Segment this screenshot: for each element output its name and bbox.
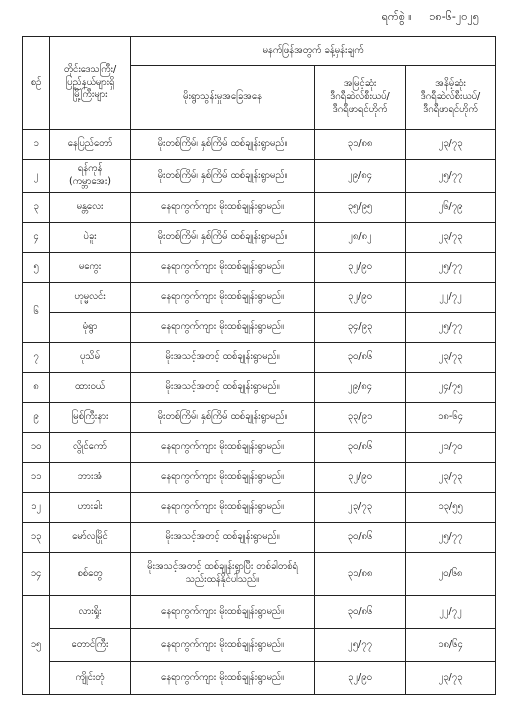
- header-max-temp: အမြင့်ဆုံး ဒီဂရီဆဲလ်စီးယပ်/ ဒီဂရီဖာရင်ဟိုက်: [315, 66, 406, 130]
- city-name: မော်လမြိုင်: [50, 523, 131, 553]
- table-row: [23, 193, 496, 223]
- max-temp: ၃၄/၉၃: [315, 313, 406, 343]
- max-temp: ၃၅/၉၅: [315, 193, 406, 223]
- min-temp: ၂၃/၇၃: [406, 343, 496, 373]
- row-number: ၁၂: [23, 493, 50, 523]
- weather-condition: မိုးအသင့်အတင့် ထစ်ချုန်းရွာမည်။: [131, 343, 315, 373]
- min-temp: ၂၄/၇၅: [406, 373, 496, 403]
- city-name: ပဲခူး: [50, 223, 131, 253]
- table-row: [23, 313, 496, 343]
- min-temp: ၂၃/၇၃: [406, 223, 496, 253]
- row-number: ၆: [23, 283, 50, 343]
- city-name: မန္တလေး: [50, 193, 131, 223]
- weather-condition: နေရာကွက်ကျား မိုးထစ်ချုန်းရွာမည်။: [131, 596, 315, 629]
- min-temp: ၂၅/၇၇: [406, 523, 496, 553]
- row-number: ၈: [23, 373, 50, 403]
- weather-condition: မိုးအသင့်အတင့် ထစ်ချုန်းရွာမည်။: [131, 373, 315, 403]
- min-temp: ၁၃/၅၅: [406, 493, 496, 523]
- min-temp: ၂၂/၇၂: [406, 283, 496, 313]
- weather-condition: နေရာကွက်ကျား မိုးထစ်ချုန်းရွာမည်။: [131, 433, 315, 463]
- weather-condition: မိုးတစ်ကြိမ်၊ နှစ်ကြိမ် ထစ်ချုန်းရွာမည်။: [131, 223, 315, 253]
- city-name: ထားဝယ်: [50, 373, 131, 403]
- table-row: [23, 629, 496, 662]
- header-weather: မိုးရွာသွန်းမှုအခြေအနေ: [131, 66, 315, 130]
- table-row: [23, 403, 496, 433]
- row-number: ၁၃: [23, 523, 50, 553]
- table-row: [23, 283, 496, 313]
- weather-condition: နေရာကွက်ကျား မိုးထစ်ချုန်းရွာမည်။: [131, 253, 315, 283]
- max-temp: ၃၁/၈၈: [315, 130, 406, 160]
- max-temp: ၂၃/၇၃: [315, 493, 406, 523]
- city-name: စစ်တွေ: [50, 553, 131, 596]
- date-value: ၁၈-၆-၂၀၂၅: [429, 10, 479, 23]
- city-name: မုံရွာ: [50, 313, 131, 343]
- table-row: [23, 130, 496, 160]
- city-name: လွိုင်ကော်: [50, 433, 131, 463]
- row-number: ၃: [23, 193, 50, 223]
- table-row: [23, 373, 496, 403]
- header-min-temp: အနိမ့်ဆုံး ဒီဂရီဆဲလ်စီးယပ်/ ဒီဂရီဖာရင်ဟိုက်: [406, 66, 496, 130]
- row-number: ၇: [23, 343, 50, 373]
- row-number: ၁၁: [23, 463, 50, 493]
- row-number: ၂: [23, 160, 50, 193]
- min-temp: ၂၆/၇၉: [406, 193, 496, 223]
- header-region: တိုင်းဒေသကြီး/ ပြည်နယ်များရှိ မြို့ကြီးများ: [50, 37, 131, 130]
- weather-condition: နေရာကွက်ကျား မိုးထစ်ချုန်းရွာမည်။: [131, 662, 315, 695]
- header-no: စဉ်: [23, 37, 50, 130]
- table-header: [23, 37, 496, 130]
- city-name: ဟုမ္မလင်း: [50, 283, 131, 313]
- min-temp: ၂၃/၇၃: [406, 130, 496, 160]
- city-name: ဟားခါး: [50, 493, 131, 523]
- table-row: [23, 160, 496, 193]
- city-name: မြစ်ကြီးနား: [50, 403, 131, 433]
- min-temp: ၁၈-၆၄: [406, 403, 496, 433]
- weather-condition: နေရာကွက်ကျား မိုးထစ်ချုန်းရွာမည်။: [131, 463, 315, 493]
- min-temp: ၂၃/၇၃: [406, 662, 496, 695]
- city-name: ကျိုင်းတုံ: [50, 662, 131, 695]
- forecast-table: [22, 36, 496, 695]
- max-temp: ၂၅/၇၇: [315, 629, 406, 662]
- weather-condition: နေရာကွက်ကျား မိုးထစ်ချုန်းရွာမည်။: [131, 493, 315, 523]
- row-number: ၉: [23, 403, 50, 433]
- weather-condition: နေရာကွက်ကျား မိုးထစ်ချုန်းရွာမည်။: [131, 629, 315, 662]
- weather-condition: မိုးအသင့်အတင့် ထစ်ချုန်းရွာပြီး တစ်ခါတစ်ရံ သည်းထန်နိုင်ပါသည်။: [131, 553, 315, 596]
- max-temp: ၃၃/၉၁: [315, 403, 406, 433]
- max-temp: ၃၂/၉၀: [315, 463, 406, 493]
- max-temp: ၃၀/၈၆: [315, 433, 406, 463]
- table-row: [23, 343, 496, 373]
- table-body: [23, 130, 496, 695]
- max-temp: ၂၉/၈၄: [315, 160, 406, 193]
- weather-condition: မိုးတစ်ကြိမ်၊ နှစ်ကြိမ် ထစ်ချုန်းရွာမည်။: [131, 130, 315, 160]
- max-temp: ၃၂/၉၀: [315, 662, 406, 695]
- city-name: မကွေး: [50, 253, 131, 283]
- max-temp: ၃၂/၉၀: [315, 283, 406, 313]
- table-row: [23, 433, 496, 463]
- header-forecast: မနက်ဖြန်အတွက် ခန့်မှန်းချက်: [131, 37, 496, 66]
- row-number: ၁၄: [23, 553, 50, 596]
- min-temp: ၂၁/၇၀: [406, 433, 496, 463]
- min-temp: ၂၅/၇၇: [406, 253, 496, 283]
- city-name: ဘားအံ: [50, 463, 131, 493]
- city-name: နေပြည်တော်: [50, 130, 131, 160]
- weather-condition: နေရာကွက်ကျား မိုးထစ်ချုန်းရွာမည်။: [131, 313, 315, 343]
- table-row: [23, 553, 496, 596]
- city-name: တောင်ကြီး: [50, 629, 131, 662]
- table-row: [23, 463, 496, 493]
- city-name: ပုသိမ်: [50, 343, 131, 373]
- min-temp: ၂၅/၇၇: [406, 160, 496, 193]
- row-number: ၁၅: [23, 596, 50, 695]
- weather-condition: မိုးတစ်ကြိမ်၊ နှစ်ကြိမ် ထစ်ချုန်းရွာမည်။: [131, 160, 315, 193]
- row-number: ၅: [23, 253, 50, 283]
- max-temp: ၃၀/၈၆: [315, 523, 406, 553]
- row-number: ၁: [23, 130, 50, 160]
- table-row: [23, 523, 496, 553]
- table-row: [23, 223, 496, 253]
- weather-condition: နေရာကွက်ကျား မိုးထစ်ချုန်းရွာမည်။: [131, 193, 315, 223]
- min-temp: ၂၂/၇၂: [406, 596, 496, 629]
- min-temp: ၂၅/၇၇: [406, 313, 496, 343]
- weather-condition: မိုးအသင့်အတင့် ထစ်ချုန်းရွာမည်။: [131, 523, 315, 553]
- max-temp: ၃၀/၈၆: [315, 596, 406, 629]
- city-name: ရန်ကုန် (ကမ္ဘာအေး): [50, 160, 131, 193]
- date-label: ရက်စွဲ ။: [381, 10, 412, 23]
- min-temp: ၁၈/၆၄: [406, 629, 496, 662]
- row-number: ၁၀: [23, 433, 50, 463]
- weather-condition: မိုးတစ်ကြိမ်၊ နှစ်ကြိမ် ထစ်ချုန်းရွာမည်။: [131, 403, 315, 433]
- table-row: [23, 596, 496, 629]
- min-temp: ၂၃/၇၃: [406, 463, 496, 493]
- row-number: ၄: [23, 223, 50, 253]
- date-line: [382, 10, 479, 26]
- max-temp: ၃၁/၈၈: [315, 553, 406, 596]
- max-temp: ၂၉/၈၄: [315, 373, 406, 403]
- min-temp: ၂၀/၆၈: [406, 553, 496, 596]
- weather-condition: နေရာကွက်ကျား မိုးထစ်ချုန်းရွာမည်။: [131, 283, 315, 313]
- table-row: [23, 493, 496, 523]
- city-name: လားရှိုး: [50, 596, 131, 629]
- max-temp: ၂၈/၈၂: [315, 223, 406, 253]
- max-temp: ၃၂/၉၀: [315, 253, 406, 283]
- max-temp: ၃၀/၈၆: [315, 343, 406, 373]
- table-row: [23, 662, 496, 695]
- table-row: [23, 253, 496, 283]
